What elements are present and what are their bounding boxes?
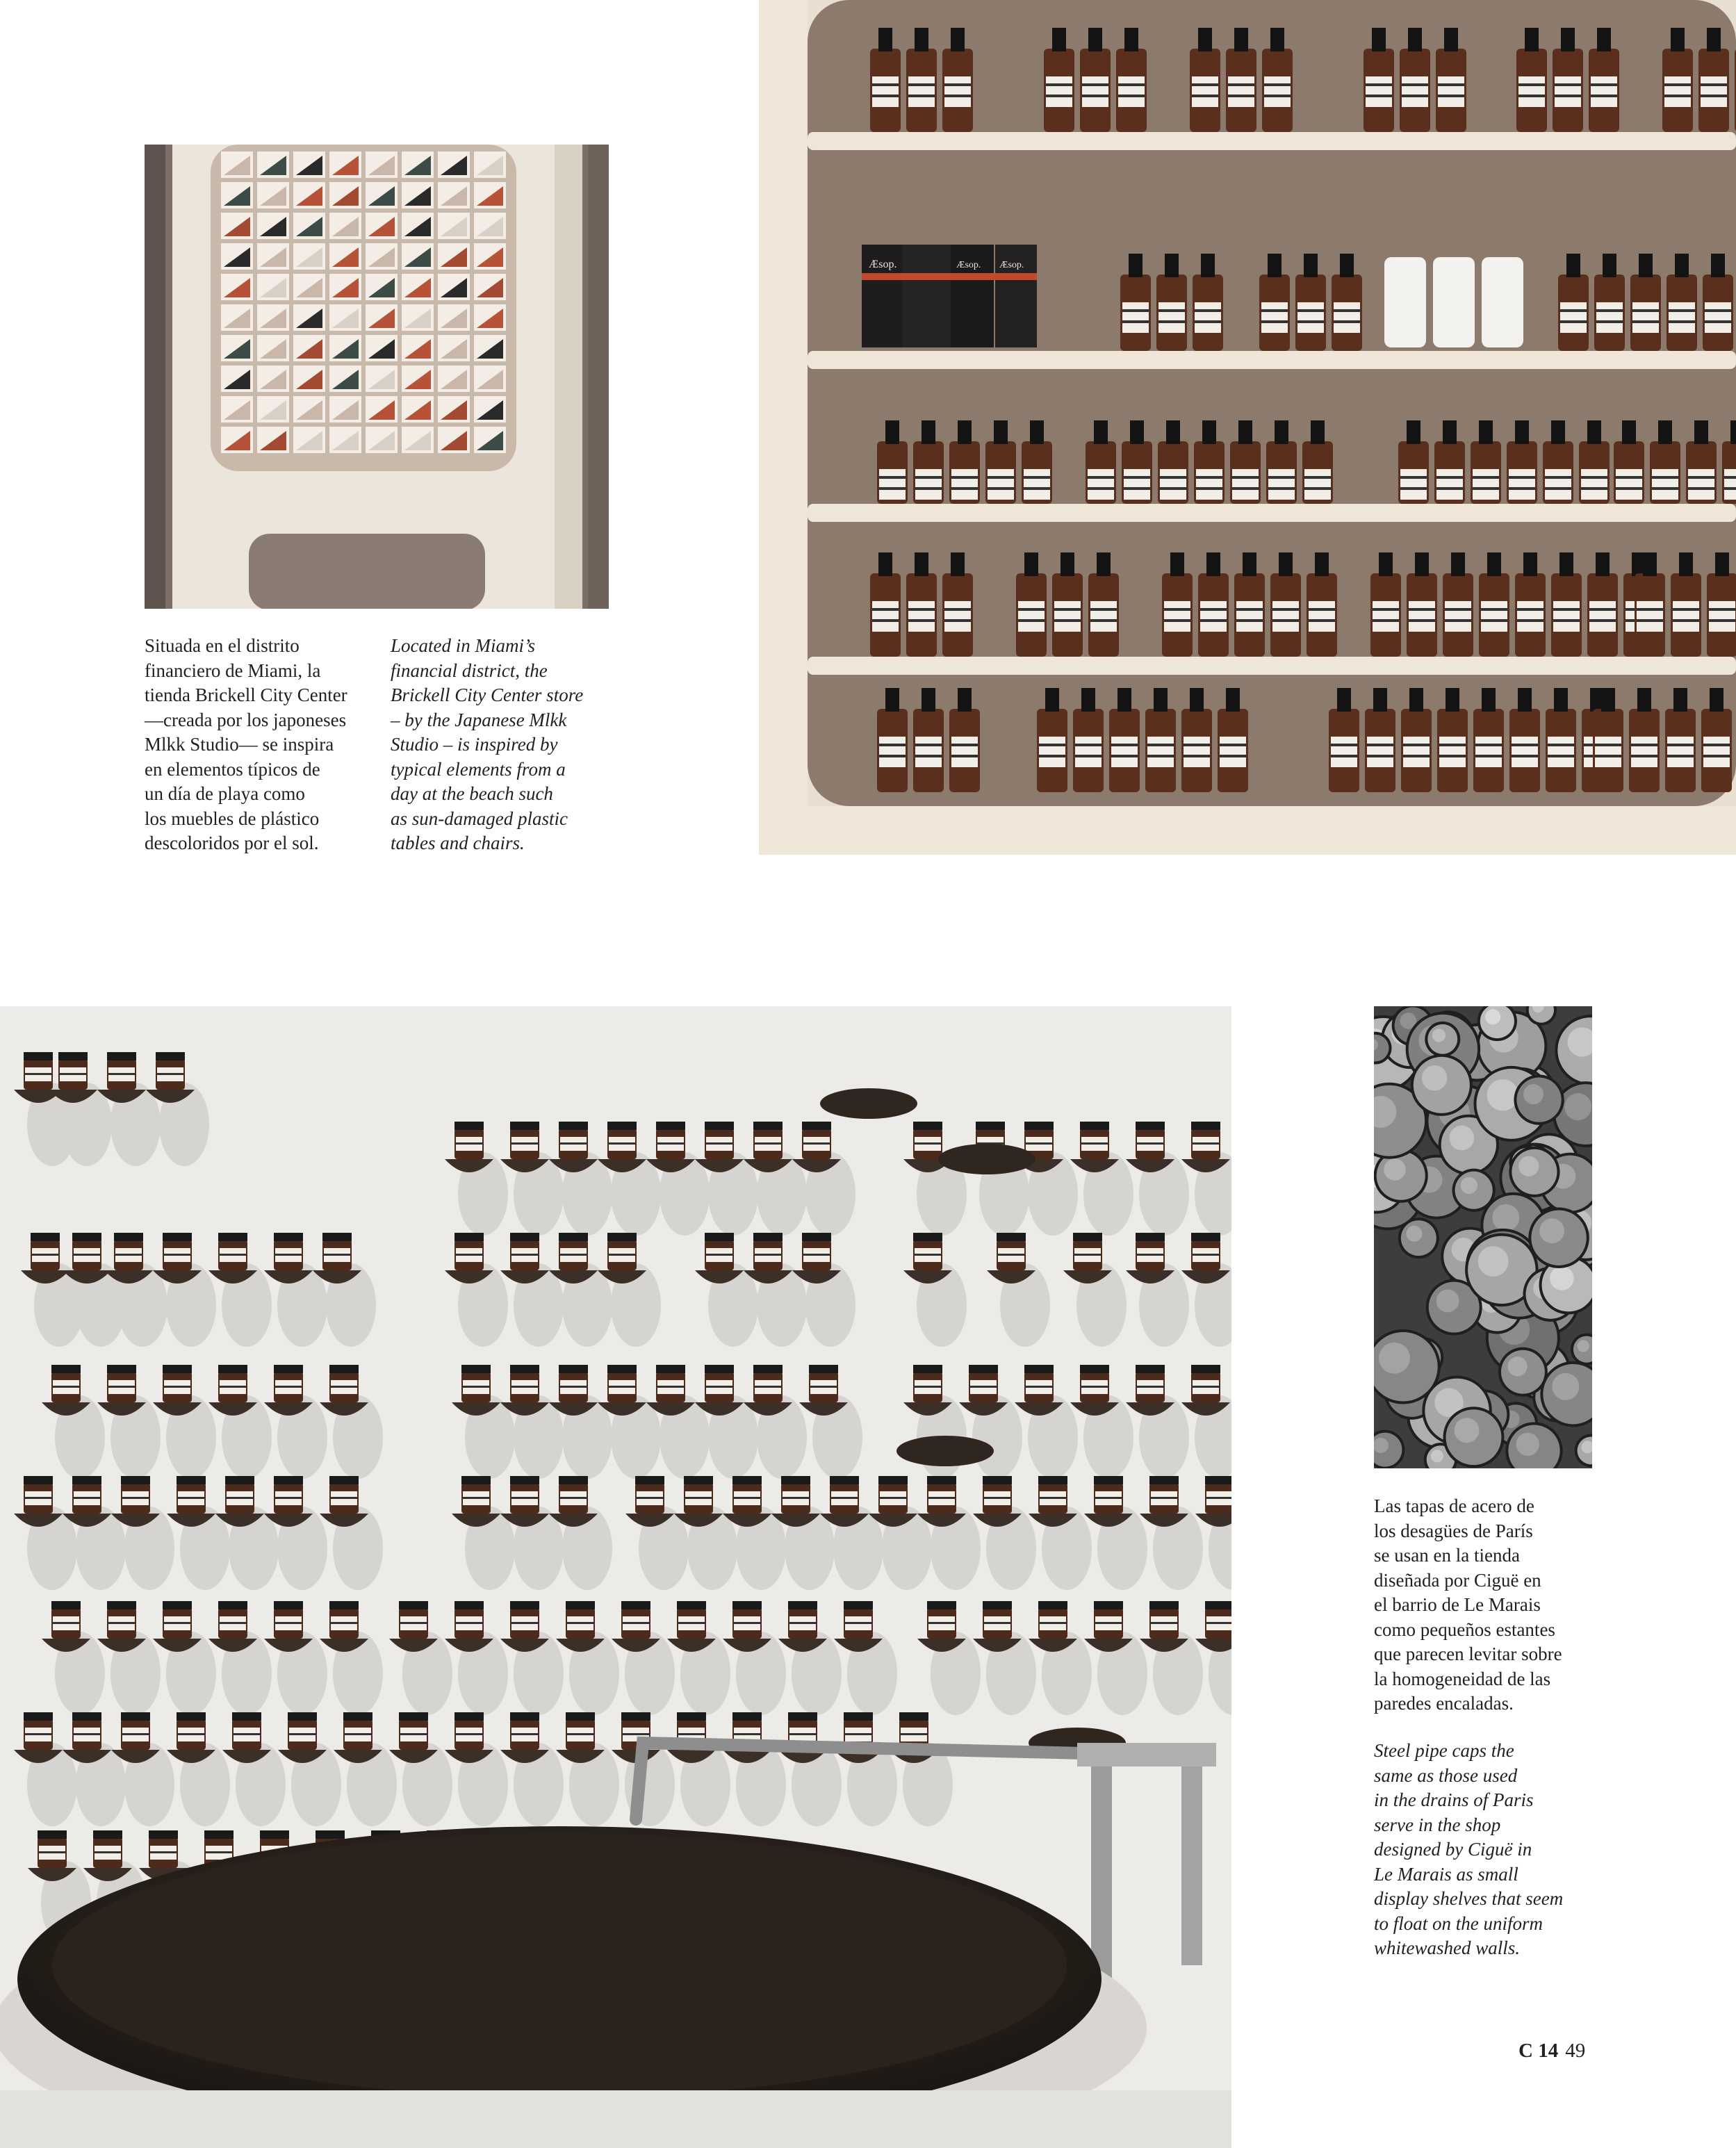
page-folio: [1518, 2038, 1585, 2063]
caption-paris-spanish: Las tapas de acero de los desagües de París se usan en la tienda diseñada por Ciguë en el barrio de Le Marais como pequeños estantes que parecen levitar sobre la homogeneidad de las paredes encaladas.: [1374, 1495, 1562, 1714]
svg-text:Æsop.: Æsop.: [956, 260, 981, 270]
brand-label: Æsop.: [869, 259, 897, 270]
caption-paris-english: Steel pipe caps the same as those used in the drains of Paris serve in the shop designed by Ciguë in Le Marais as small display shelves that seem to float on the uniform whitewashed walls.: [1374, 1740, 1564, 1958]
photo-wall-with-basin: [0, 1006, 1231, 2148]
photo-pipe-caps: [1374, 1006, 1592, 1468]
section-number: C 14: [1518, 2040, 1559, 2062]
photo-shelf-grid-detail: [145, 145, 609, 609]
page-number: 49: [1565, 2040, 1586, 2062]
caption-miami-english: Located in Miami’s financial district, the Brickell City Center store – by the Japanese Mlkk Studio – is inspired by typical elements from a day at the beach such as sun-damaged plastic tables and chairs.: [391, 635, 584, 853]
photo-shelving-wall: [759, 0, 1736, 855]
svg-text:Æsop.: Æsop.: [999, 260, 1024, 270]
caption-miami-spanish: Situada en el distrito financiero de Miami, la tienda Brickell City Center —creada por los japoneses Mlkk Studio— se inspira en elementos típicos de un día de playa como los muebles de plástico descoloridos por el sol.: [145, 635, 347, 853]
